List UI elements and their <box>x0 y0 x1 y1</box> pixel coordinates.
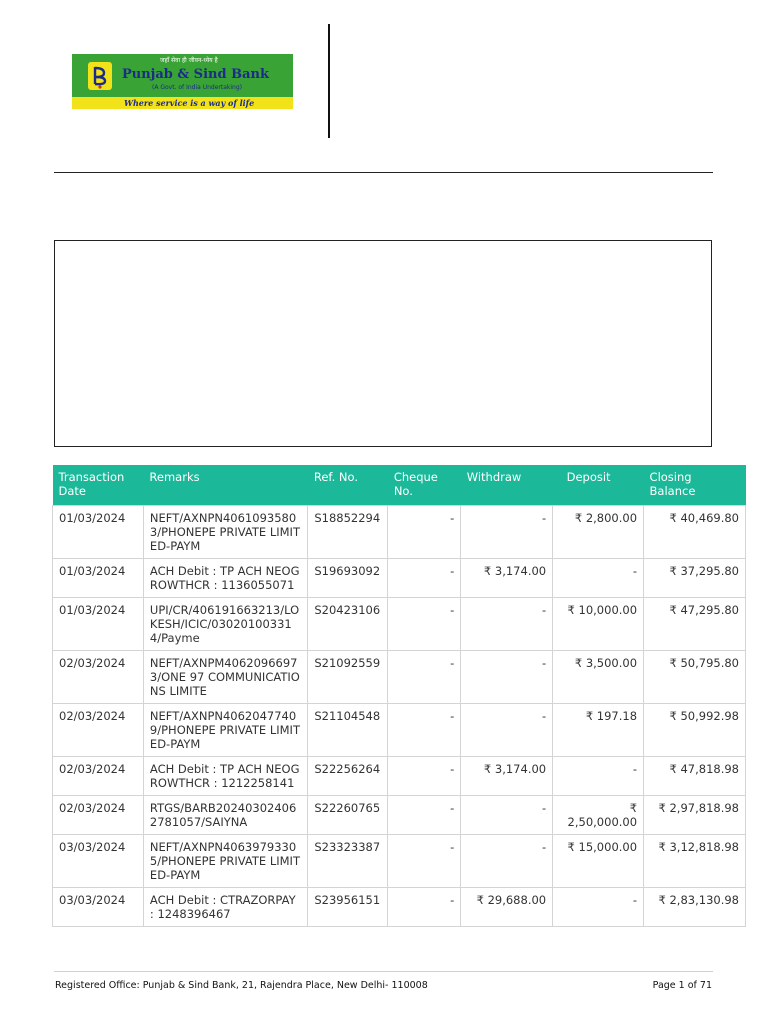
cell-remarks: NEFT/AXNPM40620966973/ONE 97 COMMUNICATIONS LIMITE <box>143 651 307 704</box>
cell-deposit: - <box>553 757 644 796</box>
cell-ref-no: S22260765 <box>308 796 388 835</box>
table-row <box>53 757 746 796</box>
logo-hindi-tagline: जहाँ सेवा ही जीवन-ध्येय है <box>160 57 218 64</box>
header-closing-balance: Closing Balance <box>644 465 746 506</box>
cell-remarks: UPI/CR/406191663213/LOKESH/ICIC/030201003314/Payme <box>143 598 307 651</box>
bank-subtitle: (A Govt. of India Undertaking) <box>152 84 242 91</box>
cell-withdraw: - <box>461 704 553 757</box>
cell-deposit: ₹ 2,50,000.00 <box>553 796 644 835</box>
cell-withdraw: - <box>461 598 553 651</box>
cell-date: 03/03/2024 <box>53 835 144 888</box>
header-divider-horizontal <box>54 172 713 173</box>
cell-cheque-no: - <box>388 506 461 559</box>
cell-deposit: - <box>553 559 644 598</box>
cell-deposit: ₹ 3,500.00 <box>553 651 644 704</box>
cell-remarks: RTGS/BARB202403024062781057/SAIYNA <box>143 796 307 835</box>
cell-cheque-no: - <box>388 796 461 835</box>
cell-date: 02/03/2024 <box>53 796 144 835</box>
cell-ref-no: S21104548 <box>308 704 388 757</box>
cell-ref-no: S18852294 <box>308 506 388 559</box>
cell-withdraw: ₹ 29,688.00 <box>461 888 553 927</box>
cell-closing-balance: ₹ 50,992.98 <box>644 704 746 757</box>
cell-closing-balance: ₹ 47,818.98 <box>644 757 746 796</box>
cell-cheque-no: - <box>388 757 461 796</box>
cell-closing-balance: ₹ 50,795.80 <box>644 651 746 704</box>
header-deposit: Deposit <box>553 465 644 506</box>
header-divider-vertical <box>328 24 330 138</box>
cell-deposit: ₹ 10,000.00 <box>553 598 644 651</box>
cell-date: 01/03/2024 <box>53 598 144 651</box>
table-row <box>53 559 746 598</box>
cell-cheque-no: - <box>388 651 461 704</box>
header-transaction-date: Transaction Date <box>53 465 144 506</box>
cell-deposit: ₹ 2,800.00 <box>553 506 644 559</box>
table-row <box>53 835 746 888</box>
table-header-row <box>53 465 746 506</box>
header-cheque-no: Cheque No. <box>388 465 461 506</box>
cell-ref-no: S22256264 <box>308 757 388 796</box>
cell-remarks: ACH Debit : TP ACH NEOGROWTHCR : 1136055071 <box>143 559 307 598</box>
cell-deposit: ₹ 15,000.00 <box>553 835 644 888</box>
cell-withdraw: - <box>461 796 553 835</box>
header-ref-no: Ref. No. <box>308 465 388 506</box>
cell-deposit: - <box>553 888 644 927</box>
footer-divider <box>54 971 713 972</box>
cell-remarks: NEFT/AXNPN40610935803/PHONEPE PRIVATE LIMITED-PAYM <box>143 506 307 559</box>
cell-closing-balance: ₹ 40,469.80 <box>644 506 746 559</box>
cell-withdraw: - <box>461 506 553 559</box>
cell-closing-balance: ₹ 47,295.80 <box>644 598 746 651</box>
cell-cheque-no: - <box>388 888 461 927</box>
transactions-table <box>52 465 746 927</box>
header-remarks: Remarks <box>143 465 307 506</box>
cell-date: 02/03/2024 <box>53 704 144 757</box>
table-row <box>53 506 746 559</box>
cell-withdraw: - <box>461 651 553 704</box>
cell-withdraw: ₹ 3,174.00 <box>461 559 553 598</box>
bank-name: Punjab & Sind Bank <box>122 67 269 82</box>
cell-remarks: NEFT/AXNPN40620477409/PHONEPE PRIVATE LIMITED-PAYM <box>143 704 307 757</box>
cell-closing-balance: ₹ 3,12,818.98 <box>644 835 746 888</box>
cell-date: 03/03/2024 <box>53 888 144 927</box>
page-number: Page 1 of 71 <box>652 980 712 991</box>
table-row <box>53 888 746 927</box>
cell-remarks: NEFT/AXNPN40639793305/PHONEPE PRIVATE LIMITED-PAYM <box>143 835 307 888</box>
table-row <box>53 651 746 704</box>
table-row <box>53 704 746 757</box>
bank-emblem-icon <box>88 62 112 90</box>
cell-ref-no: S20423106 <box>308 598 388 651</box>
cell-date: 02/03/2024 <box>53 757 144 796</box>
bank-logo <box>72 54 293 109</box>
cell-deposit: ₹ 197.18 <box>553 704 644 757</box>
cell-withdraw: ₹ 3,174.00 <box>461 757 553 796</box>
cell-cheque-no: - <box>388 704 461 757</box>
cell-cheque-no: - <box>388 835 461 888</box>
cell-remarks: ACH Debit : TP ACH NEOGROWTHCR : 1212258141 <box>143 757 307 796</box>
bank-tagline: Where service is a way of life <box>72 97 293 109</box>
cell-date: 01/03/2024 <box>53 506 144 559</box>
cell-withdraw: - <box>461 835 553 888</box>
cell-closing-balance: ₹ 2,83,130.98 <box>644 888 746 927</box>
cell-ref-no: S23956151 <box>308 888 388 927</box>
cell-closing-balance: ₹ 2,97,818.98 <box>644 796 746 835</box>
cell-cheque-no: - <box>388 559 461 598</box>
header-withdraw: Withdraw <box>461 465 553 506</box>
cell-ref-no: S19693092 <box>308 559 388 598</box>
cell-remarks: ACH Debit : CTRAZORPAY : 1248396467 <box>143 888 307 927</box>
logo-banner <box>72 54 293 99</box>
cell-ref-no: S23323387 <box>308 835 388 888</box>
cell-closing-balance: ₹ 37,295.80 <box>644 559 746 598</box>
table-row <box>53 598 746 651</box>
cell-ref-no: S21092559 <box>308 651 388 704</box>
registered-office: Registered Office: Punjab & Sind Bank, 21, Rajendra Place, New Delhi- 110008 <box>55 980 428 991</box>
table-row <box>53 796 746 835</box>
cell-date: 02/03/2024 <box>53 651 144 704</box>
cell-cheque-no: - <box>388 598 461 651</box>
account-info-box <box>54 240 712 447</box>
cell-date: 01/03/2024 <box>53 559 144 598</box>
